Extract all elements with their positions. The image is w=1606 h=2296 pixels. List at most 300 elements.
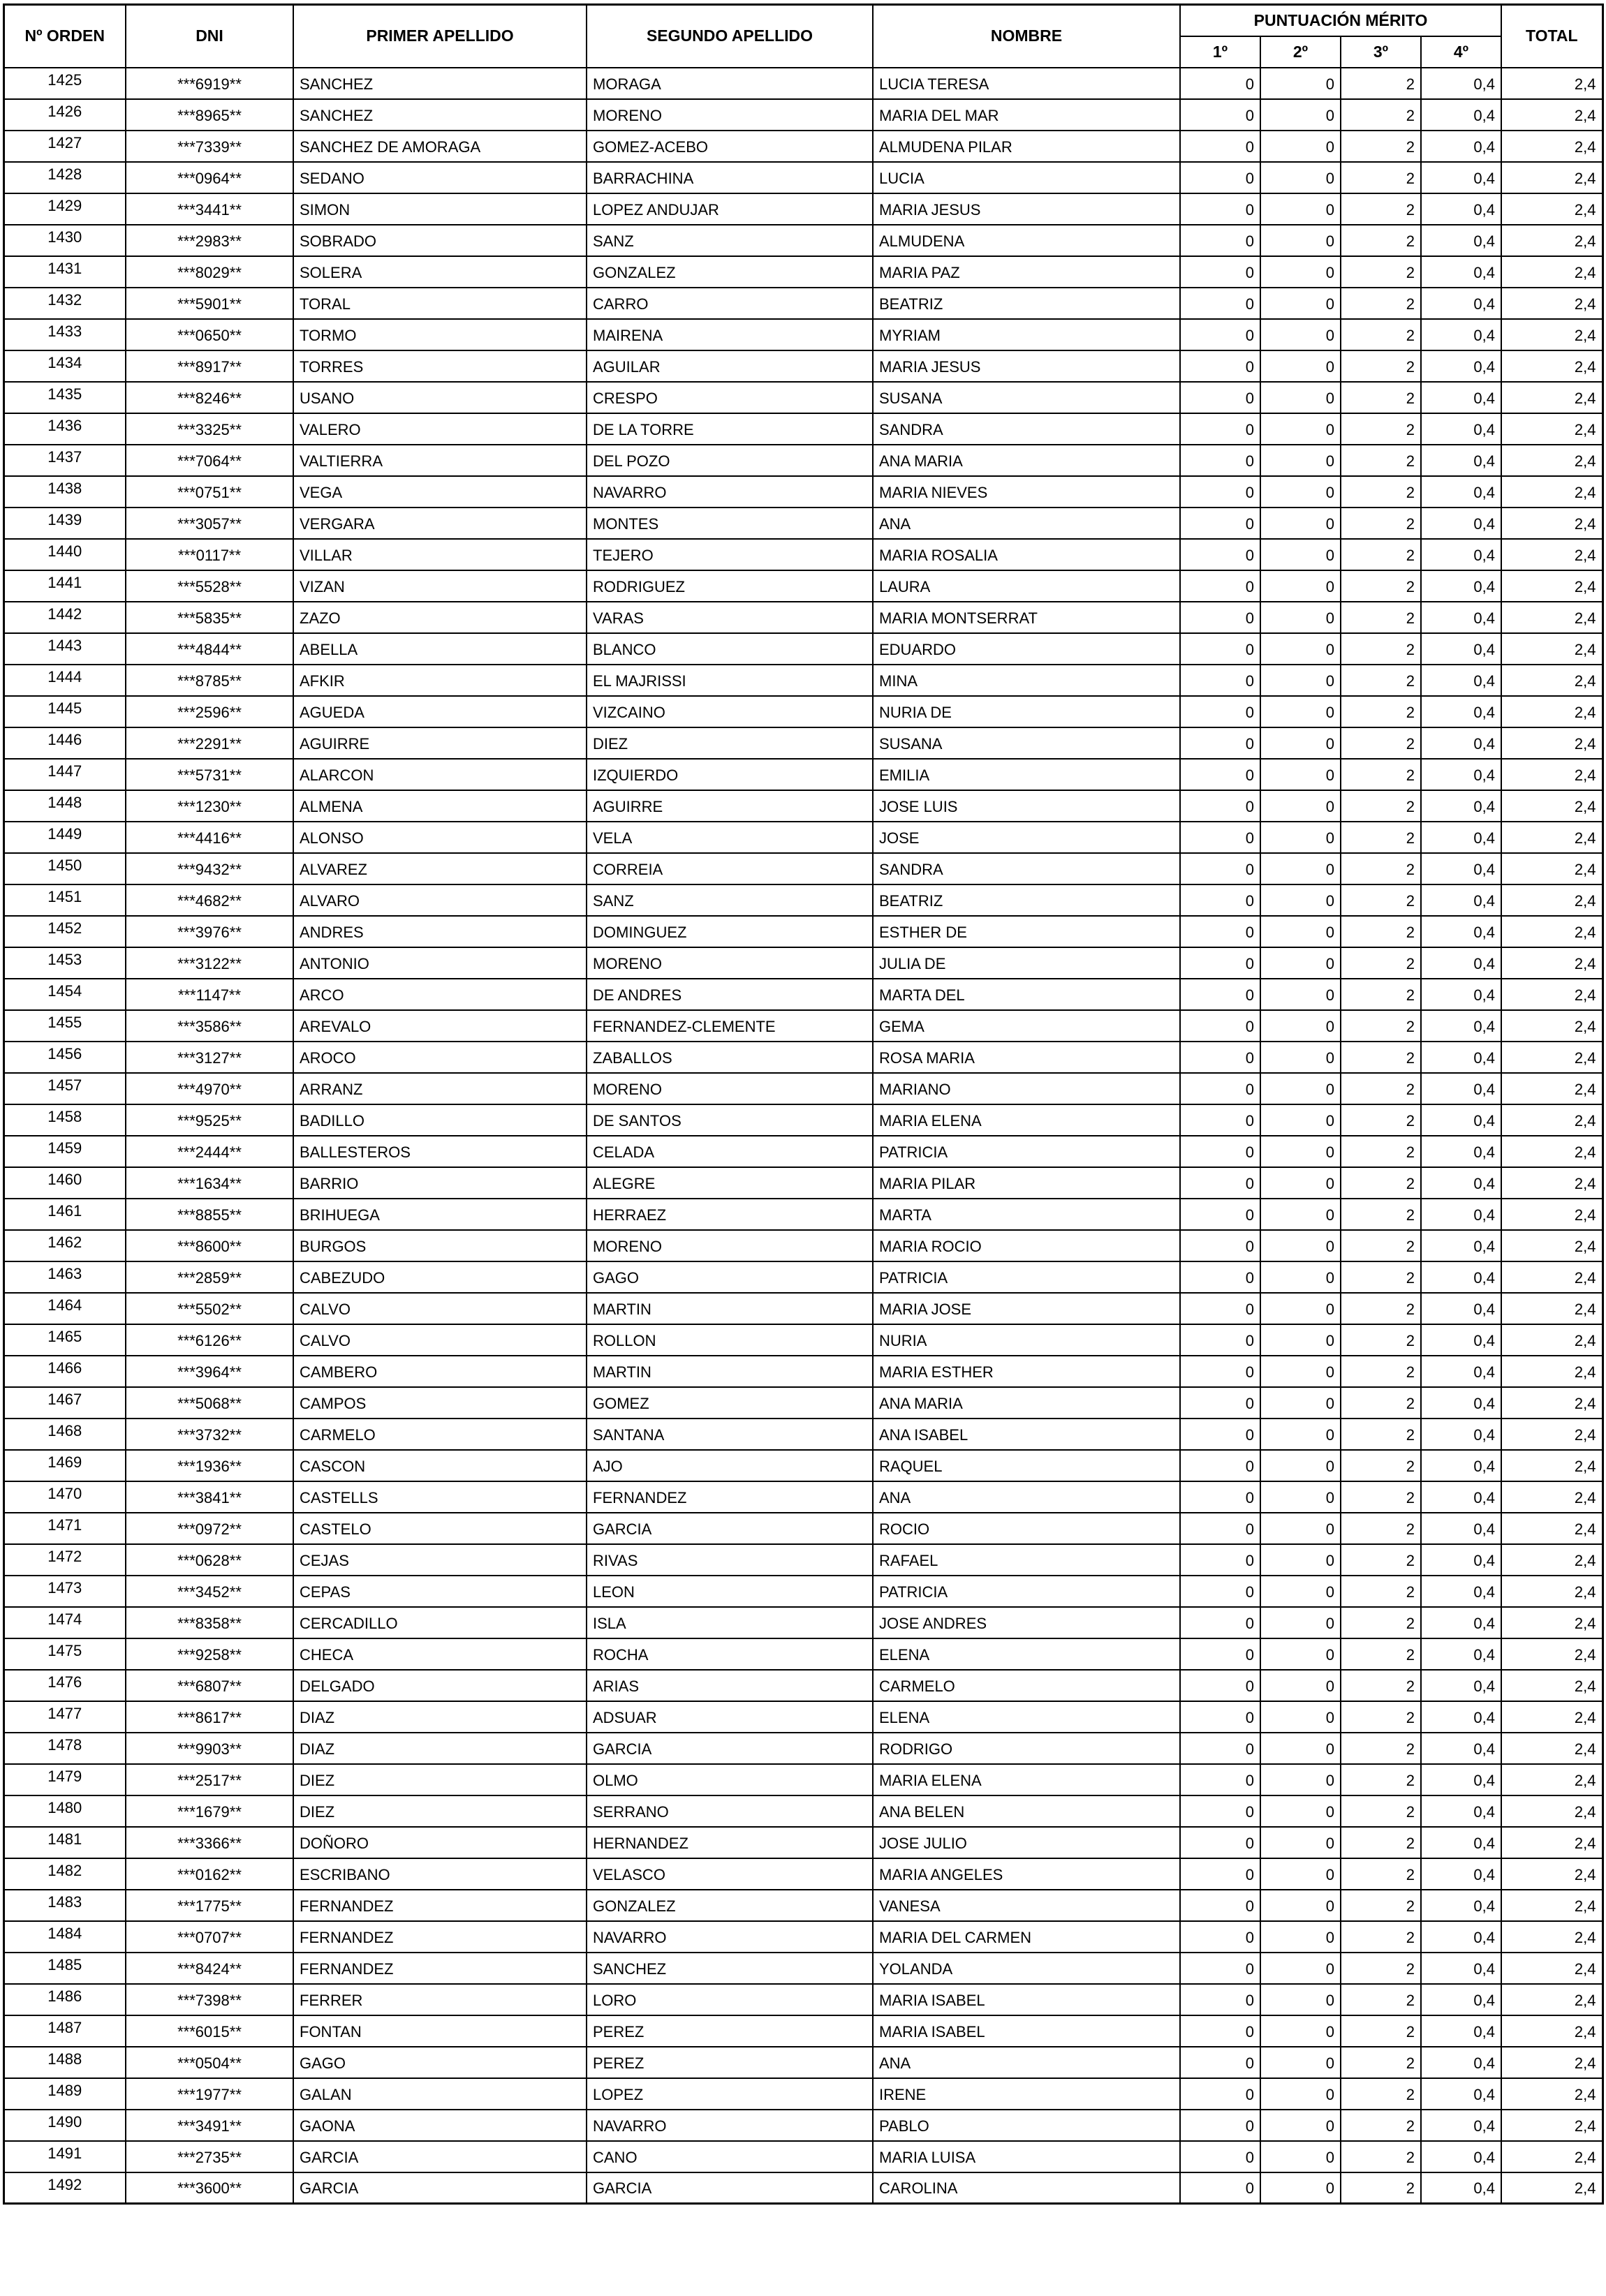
cell-merito-4: 0,4 [1421,1764,1501,1795]
cell-merito-3: 2 [1341,1795,1421,1827]
cell-merito-1: 0 [1180,1670,1260,1701]
cell-merito-1: 0 [1180,2110,1260,2141]
cell-merito-2: 0 [1260,193,1341,225]
cell-merito-4: 0,4 [1421,413,1501,445]
cell-total: 2,4 [1501,2172,1603,2204]
cell-orden: 1479 [3,1764,126,1795]
cell-merito-2: 0 [1260,1010,1341,1042]
cell-merito-3: 2 [1341,1293,1421,1324]
cell-total: 2,4 [1501,1984,1603,2015]
cell-merito-4: 0,4 [1421,445,1501,476]
cell-nombre: MARIA JOSE [873,1293,1180,1324]
cell-orden: 1430 [3,225,126,256]
cell-total: 2,4 [1501,727,1603,759]
cell-segundo-apellido: MARTIN [587,1293,873,1324]
cell-total: 2,4 [1501,1419,1603,1450]
cell-merito-3: 2 [1341,382,1421,413]
cell-merito-4: 0,4 [1421,1733,1501,1764]
cell-orden: 1466 [3,1356,126,1387]
cell-total: 2,4 [1501,539,1603,570]
cell-merito-1: 0 [1180,1858,1260,1890]
cell-segundo-apellido: MAIRENA [587,319,873,350]
cell-merito-1: 0 [1180,727,1260,759]
cell-merito-2: 0 [1260,1230,1341,1261]
cell-merito-1: 0 [1180,696,1260,727]
cell-nombre: PATRICIA [873,1136,1180,1167]
cell-orden: 1427 [3,131,126,162]
cell-merito-2: 0 [1260,979,1341,1010]
cell-nombre: CARMELO [873,1670,1180,1701]
cell-nombre: MARIA ROCIO [873,1230,1180,1261]
cell-merito-4: 0,4 [1421,790,1501,822]
cell-segundo-apellido: VARAS [587,602,873,633]
cell-merito-3: 2 [1341,1858,1421,1890]
cell-total: 2,4 [1501,1167,1603,1199]
cell-total: 2,4 [1501,1764,1603,1795]
cell-merito-2: 0 [1260,539,1341,570]
cell-merito-3: 2 [1341,2172,1421,2204]
cell-dni: ***2859** [126,1261,293,1293]
cell-segundo-apellido: LEON [587,1576,873,1607]
cell-orden: 1469 [3,1450,126,1481]
cell-merito-2: 0 [1260,1167,1341,1199]
cell-nombre: LUCIA TERESA [873,68,1180,99]
cell-total: 2,4 [1501,1513,1603,1544]
cell-segundo-apellido: SERRANO [587,1795,873,1827]
cell-merito-3: 2 [1341,1984,1421,2015]
cell-merito-4: 0,4 [1421,1513,1501,1544]
cell-merito-3: 2 [1341,1670,1421,1701]
cell-orden: 1460 [3,1167,126,1199]
cell-orden: 1484 [3,1921,126,1953]
cell-total: 2,4 [1501,1827,1603,1858]
cell-merito-4: 0,4 [1421,256,1501,288]
cell-merito-1: 0 [1180,508,1260,539]
cell-primer-apellido: ZAZO [293,602,587,633]
cell-merito-3: 2 [1341,1104,1421,1136]
cell-merito-1: 0 [1180,256,1260,288]
cell-merito-1: 0 [1180,916,1260,947]
table-row [3,759,1603,790]
cell-orden: 1483 [3,1890,126,1921]
cell-dni: ***8424** [126,1953,293,1984]
cell-merito-2: 0 [1260,1670,1341,1701]
table-row [3,350,1603,382]
cell-merito-2: 0 [1260,445,1341,476]
cell-primer-apellido: ALARCON [293,759,587,790]
cell-merito-3: 2 [1341,288,1421,319]
cell-merito-1: 0 [1180,1607,1260,1638]
col-header-orden: Nº ORDEN [3,5,126,68]
cell-merito-3: 2 [1341,822,1421,853]
cell-merito-2: 0 [1260,2172,1341,2204]
cell-total: 2,4 [1501,445,1603,476]
cell-merito-2: 0 [1260,727,1341,759]
cell-merito-4: 0,4 [1421,1890,1501,1921]
cell-orden: 1487 [3,2015,126,2047]
cell-merito-4: 0,4 [1421,350,1501,382]
cell-total: 2,4 [1501,1136,1603,1167]
cell-merito-1: 0 [1180,1356,1260,1387]
cell-merito-2: 0 [1260,602,1341,633]
cell-merito-2: 0 [1260,2110,1341,2141]
cell-merito-2: 0 [1260,1356,1341,1387]
table-row [3,1764,1603,1795]
cell-merito-4: 0,4 [1421,947,1501,979]
cell-merito-3: 2 [1341,256,1421,288]
cell-merito-2: 0 [1260,1576,1341,1607]
cell-segundo-apellido: GONZALEZ [587,1890,873,1921]
cell-total: 2,4 [1501,68,1603,99]
cell-primer-apellido: AFKIR [293,665,587,696]
cell-orden: 1476 [3,1670,126,1701]
cell-dni: ***0650** [126,319,293,350]
cell-merito-4: 0,4 [1421,508,1501,539]
cell-merito-3: 2 [1341,1513,1421,1544]
cell-segundo-apellido: PEREZ [587,2047,873,2078]
cell-merito-3: 2 [1341,539,1421,570]
cell-orden: 1444 [3,665,126,696]
cell-total: 2,4 [1501,1293,1603,1324]
cell-segundo-apellido: LOPEZ [587,2078,873,2110]
cell-segundo-apellido: CRESPO [587,382,873,413]
cell-segundo-apellido: PEREZ [587,2015,873,2047]
cell-merito-3: 2 [1341,1324,1421,1356]
cell-primer-apellido: FONTAN [293,2015,587,2047]
cell-orden: 1473 [3,1576,126,1607]
cell-total: 2,4 [1501,225,1603,256]
cell-nombre: NURIA [873,1324,1180,1356]
cell-merito-1: 0 [1180,602,1260,633]
cell-orden: 1463 [3,1261,126,1293]
cell-orden: 1458 [3,1104,126,1136]
cell-merito-3: 2 [1341,1042,1421,1073]
cell-segundo-apellido: NAVARRO [587,2110,873,2141]
cell-merito-1: 0 [1180,1733,1260,1764]
cell-merito-1: 0 [1180,413,1260,445]
cell-segundo-apellido: NAVARRO [587,1921,873,1953]
cell-segundo-apellido: CELADA [587,1136,873,1167]
cell-merito-4: 0,4 [1421,1261,1501,1293]
cell-merito-4: 0,4 [1421,1984,1501,2015]
cell-merito-2: 0 [1260,1890,1341,1921]
cell-orden: 1464 [3,1293,126,1324]
cell-dni: ***3441** [126,193,293,225]
cell-merito-1: 0 [1180,633,1260,665]
cell-merito-2: 0 [1260,1827,1341,1858]
cell-orden: 1446 [3,727,126,759]
cell-nombre: MARIA LUISA [873,2141,1180,2172]
cell-nombre: PABLO [873,2110,1180,2141]
cell-primer-apellido: SANCHEZ [293,99,587,131]
cell-merito-2: 0 [1260,413,1341,445]
cell-merito-2: 0 [1260,570,1341,602]
cell-orden: 1434 [3,350,126,382]
cell-merito-1: 0 [1180,288,1260,319]
cell-primer-apellido: ANTONIO [293,947,587,979]
cell-primer-apellido: CAMPOS [293,1387,587,1419]
cell-nombre: SANDRA [873,413,1180,445]
cell-dni: ***4844** [126,633,293,665]
cell-dni: ***1977** [126,2078,293,2110]
cell-merito-4: 0,4 [1421,1953,1501,1984]
cell-merito-2: 0 [1260,256,1341,288]
cell-merito-4: 0,4 [1421,1450,1501,1481]
cell-segundo-apellido: GOMEZ [587,1387,873,1419]
cell-primer-apellido: CASTELO [293,1513,587,1544]
table-row [3,1481,1603,1513]
cell-orden: 1450 [3,853,126,884]
table-row [3,2141,1603,2172]
cell-orden: 1432 [3,288,126,319]
cell-merito-2: 0 [1260,1953,1341,1984]
cell-merito-2: 0 [1260,131,1341,162]
cell-segundo-apellido: ZABALLOS [587,1042,873,1073]
cell-merito-3: 2 [1341,350,1421,382]
cell-merito-3: 2 [1341,696,1421,727]
cell-dni: ***0964** [126,162,293,193]
cell-merito-1: 0 [1180,1261,1260,1293]
cell-merito-2: 0 [1260,633,1341,665]
cell-orden: 1477 [3,1701,126,1733]
cell-orden: 1428 [3,162,126,193]
cell-nombre: ANA [873,508,1180,539]
cell-merito-2: 0 [1260,1419,1341,1450]
cell-primer-apellido: VEGA [293,476,587,508]
cell-merito-3: 2 [1341,68,1421,99]
cell-nombre: IRENE [873,2078,1180,2110]
cell-merito-3: 2 [1341,1167,1421,1199]
cell-dni: ***2444** [126,1136,293,1167]
cell-total: 2,4 [1501,822,1603,853]
cell-segundo-apellido: CORREIA [587,853,873,884]
cell-nombre: EDUARDO [873,633,1180,665]
cell-orden: 1491 [3,2141,126,2172]
cell-merito-2: 0 [1260,1701,1341,1733]
table-row [3,1136,1603,1167]
cell-total: 2,4 [1501,2141,1603,2172]
cell-orden: 1452 [3,916,126,947]
table-row [3,696,1603,727]
cell-dni: ***2735** [126,2141,293,2172]
cell-primer-apellido: SANCHEZ [293,68,587,99]
cell-total: 2,4 [1501,1042,1603,1073]
cell-total: 2,4 [1501,131,1603,162]
cell-nombre: JOSE [873,822,1180,853]
cell-merito-1: 0 [1180,1167,1260,1199]
cell-dni: ***2517** [126,1764,293,1795]
table-row [3,193,1603,225]
cell-merito-1: 0 [1180,1638,1260,1670]
cell-nombre: JULIA DE [873,947,1180,979]
cell-total: 2,4 [1501,413,1603,445]
cell-primer-apellido: VALTIERRA [293,445,587,476]
cell-merito-3: 2 [1341,759,1421,790]
cell-nombre: ESTHER DE [873,916,1180,947]
cell-merito-1: 0 [1180,1073,1260,1104]
table-row [3,162,1603,193]
table-row [3,1921,1603,1953]
cell-total: 2,4 [1501,1104,1603,1136]
cell-merito-4: 0,4 [1421,131,1501,162]
cell-dni: ***8917** [126,350,293,382]
table-row [3,1858,1603,1890]
cell-merito-4: 0,4 [1421,1795,1501,1827]
cell-merito-1: 0 [1180,1701,1260,1733]
table-row [3,288,1603,319]
cell-merito-3: 2 [1341,508,1421,539]
cell-merito-4: 0,4 [1421,1858,1501,1890]
cell-merito-4: 0,4 [1421,382,1501,413]
cell-nombre: JOSE LUIS [873,790,1180,822]
cell-orden: 1489 [3,2078,126,2110]
cell-merito-3: 2 [1341,445,1421,476]
cell-merito-4: 0,4 [1421,2172,1501,2204]
table-row [3,1450,1603,1481]
cell-merito-1: 0 [1180,1136,1260,1167]
cell-merito-4: 0,4 [1421,1104,1501,1136]
cell-orden: 1443 [3,633,126,665]
cell-dni: ***4416** [126,822,293,853]
cell-nombre: MARIA PAZ [873,256,1180,288]
cell-primer-apellido: CARMELO [293,1419,587,1450]
table-row [3,1167,1603,1199]
cell-orden: 1437 [3,445,126,476]
cell-orden: 1475 [3,1638,126,1670]
cell-merito-1: 0 [1180,1450,1260,1481]
cell-primer-apellido: GAONA [293,2110,587,2141]
cell-total: 2,4 [1501,1481,1603,1513]
cell-merito-2: 0 [1260,319,1341,350]
table-row [3,1607,1603,1638]
cell-segundo-apellido: GAGO [587,1261,873,1293]
table-row [3,570,1603,602]
cell-merito-4: 0,4 [1421,2078,1501,2110]
cell-total: 2,4 [1501,1607,1603,1638]
cell-merito-2: 0 [1260,1733,1341,1764]
cell-merito-2: 0 [1260,1764,1341,1795]
cell-dni: ***3586** [126,1010,293,1042]
cell-segundo-apellido: CARRO [587,288,873,319]
cell-nombre: ROSA MARIA [873,1042,1180,1073]
cell-segundo-apellido: DE LA TORRE [587,413,873,445]
col-header-total: TOTAL [1501,5,1603,68]
col-header-primer-apellido: PRIMER APELLIDO [293,5,587,68]
cell-merito-1: 0 [1180,2172,1260,2204]
cell-merito-2: 0 [1260,1858,1341,1890]
cell-merito-4: 0,4 [1421,853,1501,884]
cell-merito-2: 0 [1260,99,1341,131]
cell-merito-3: 2 [1341,884,1421,916]
cell-merito-1: 0 [1180,1293,1260,1324]
cell-nombre: MARIA ROSALIA [873,539,1180,570]
cell-merito-4: 0,4 [1421,288,1501,319]
cell-merito-1: 0 [1180,2047,1260,2078]
cell-orden: 1470 [3,1481,126,1513]
cell-merito-2: 0 [1260,1607,1341,1638]
cell-merito-2: 0 [1260,2141,1341,2172]
merit-ranking-table [3,3,1604,2205]
cell-total: 2,4 [1501,1387,1603,1419]
cell-merito-4: 0,4 [1421,1230,1501,1261]
cell-merito-4: 0,4 [1421,1670,1501,1701]
cell-merito-2: 0 [1260,2015,1341,2047]
cell-total: 2,4 [1501,476,1603,508]
table-row [3,1356,1603,1387]
cell-nombre: RODRIGO [873,1733,1180,1764]
cell-merito-1: 0 [1180,2141,1260,2172]
cell-dni: ***1679** [126,1795,293,1827]
cell-merito-4: 0,4 [1421,727,1501,759]
cell-dni: ***3600** [126,2172,293,2204]
cell-orden: 1474 [3,1607,126,1638]
cell-merito-2: 0 [1260,790,1341,822]
cell-merito-4: 0,4 [1421,1136,1501,1167]
cell-merito-1: 0 [1180,382,1260,413]
cell-primer-apellido: CALVO [293,1293,587,1324]
cell-dni: ***2596** [126,696,293,727]
table-row [3,1293,1603,1324]
table-row [3,790,1603,822]
cell-merito-2: 0 [1260,225,1341,256]
cell-orden: 1445 [3,696,126,727]
cell-orden: 1478 [3,1733,126,1764]
cell-merito-2: 0 [1260,350,1341,382]
cell-merito-3: 2 [1341,2141,1421,2172]
cell-merito-4: 0,4 [1421,696,1501,727]
table-row [3,947,1603,979]
cell-merito-2: 0 [1260,2078,1341,2110]
cell-dni: ***7064** [126,445,293,476]
cell-merito-4: 0,4 [1421,1544,1501,1576]
cell-merito-4: 0,4 [1421,1010,1501,1042]
cell-segundo-apellido: VELASCO [587,1858,873,1890]
cell-merito-1: 0 [1180,1576,1260,1607]
cell-primer-apellido: CERCADILLO [293,1607,587,1638]
cell-dni: ***1775** [126,1890,293,1921]
cell-primer-apellido: GALAN [293,2078,587,2110]
cell-nombre: ANA BELEN [873,1795,1180,1827]
cell-merito-4: 0,4 [1421,633,1501,665]
cell-merito-2: 0 [1260,162,1341,193]
cell-primer-apellido: CHECA [293,1638,587,1670]
cell-orden: 1439 [3,508,126,539]
cell-merito-1: 0 [1180,99,1260,131]
cell-total: 2,4 [1501,1890,1603,1921]
table-row [3,2015,1603,2047]
table-row [3,1387,1603,1419]
cell-orden: 1456 [3,1042,126,1073]
cell-merito-3: 2 [1341,1010,1421,1042]
cell-segundo-apellido: ALEGRE [587,1167,873,1199]
cell-merito-1: 0 [1180,1544,1260,1576]
cell-orden: 1454 [3,979,126,1010]
cell-orden: 1480 [3,1795,126,1827]
cell-merito-4: 0,4 [1421,2110,1501,2141]
cell-nombre: MARIA ISABEL [873,2015,1180,2047]
cell-merito-2: 0 [1260,1795,1341,1827]
cell-dni: ***5502** [126,1293,293,1324]
cell-merito-3: 2 [1341,853,1421,884]
cell-merito-2: 0 [1260,1104,1341,1136]
cell-orden: 1449 [3,822,126,853]
cell-merito-1: 0 [1180,131,1260,162]
cell-merito-1: 0 [1180,1324,1260,1356]
table-row [3,382,1603,413]
cell-primer-apellido: CALVO [293,1324,587,1356]
cell-primer-apellido: DOÑORO [293,1827,587,1858]
table-row [3,1890,1603,1921]
